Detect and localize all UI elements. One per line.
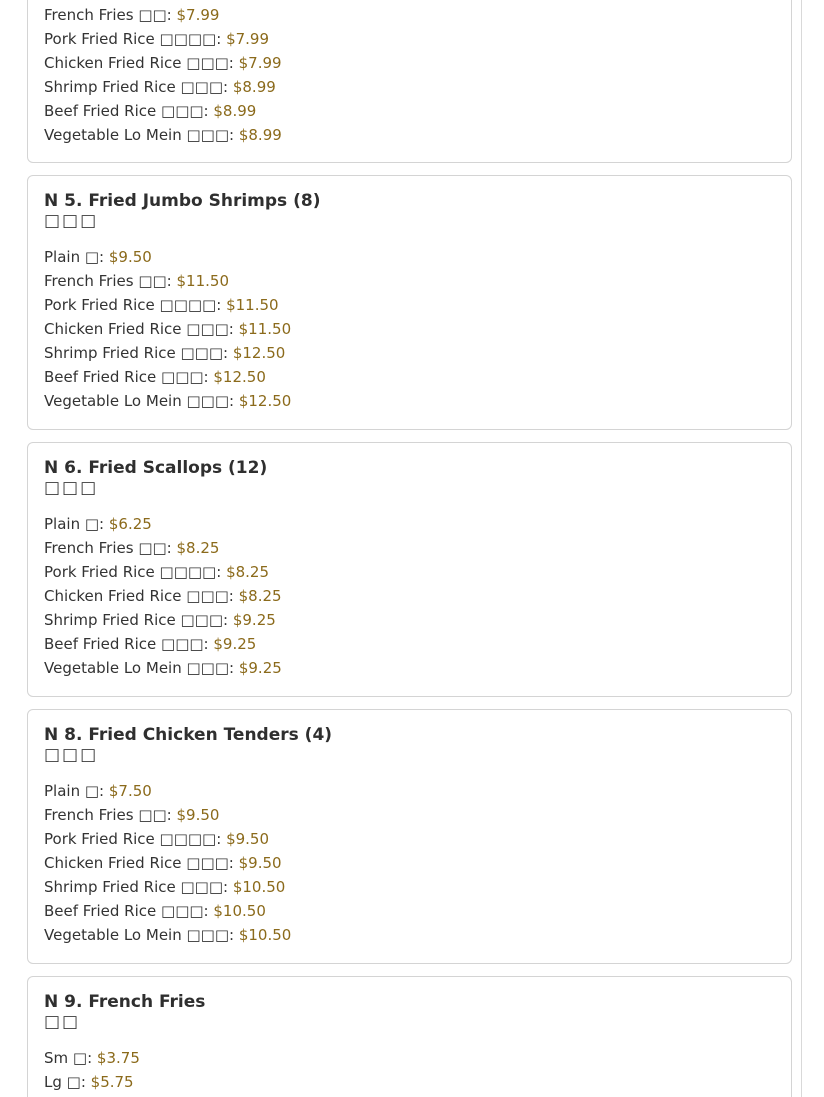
option-price: $8.25 bbox=[238, 587, 282, 605]
menu-option[interactable] bbox=[44, 635, 256, 653]
item-chinese-name: □□□ bbox=[44, 745, 99, 765]
option-label: Chicken Fried Rice □□□: bbox=[44, 320, 234, 338]
menu-option[interactable] bbox=[44, 878, 285, 896]
option-price: $5.75 bbox=[90, 1073, 134, 1091]
option-price: $12.50 bbox=[238, 392, 292, 410]
menu-option[interactable] bbox=[44, 806, 219, 824]
item-title: N 9. French Fries bbox=[44, 992, 206, 1012]
option-label: Chicken Fried Rice □□□: bbox=[44, 587, 234, 605]
option-label: French Fries □□: bbox=[44, 539, 172, 557]
option-label: Pork Fried Rice □□□□: bbox=[44, 563, 222, 581]
menu-option[interactable] bbox=[44, 344, 285, 362]
option-price: $8.99 bbox=[232, 78, 276, 96]
option-label: Pork Fried Rice □□□□: bbox=[44, 830, 222, 848]
option-label: Plain □: bbox=[44, 515, 105, 533]
item-chinese-name: □□ bbox=[44, 1012, 81, 1032]
option-label: French Fries □□: bbox=[44, 806, 172, 824]
option-label: Chicken Fried Rice □□□: bbox=[44, 854, 234, 872]
option-label: Vegetable Lo Mein □□□: bbox=[44, 392, 235, 410]
menu-option[interactable] bbox=[44, 1049, 140, 1067]
option-label: Plain □: bbox=[44, 248, 105, 266]
menu-card bbox=[27, 442, 792, 697]
menu-option[interactable] bbox=[44, 392, 291, 410]
menu-option[interactable] bbox=[44, 659, 282, 677]
option-price: $6.25 bbox=[108, 515, 152, 533]
option-label: Chicken Fried Rice □□□: bbox=[44, 54, 234, 72]
menu-option[interactable] bbox=[44, 1073, 134, 1091]
menu-option[interactable] bbox=[44, 926, 291, 944]
menu-option[interactable] bbox=[44, 296, 279, 314]
option-price: $7.99 bbox=[238, 54, 282, 72]
menu-option[interactable] bbox=[44, 368, 266, 386]
option-label: Shrimp Fried Rice □□□: bbox=[44, 344, 229, 362]
option-price: $7.50 bbox=[108, 782, 152, 800]
option-price: $9.25 bbox=[232, 611, 276, 629]
item-title: N 6. Fried Scallops (12) bbox=[44, 458, 268, 478]
menu-option[interactable] bbox=[44, 539, 219, 557]
item-title: N 8. Fried Chicken Tenders (4) bbox=[44, 725, 333, 745]
menu-option[interactable] bbox=[44, 102, 256, 120]
option-price: $11.50 bbox=[238, 320, 292, 338]
option-price: $10.50 bbox=[238, 926, 292, 944]
option-price: $12.50 bbox=[213, 368, 266, 386]
option-label: Vegetable Lo Mein □□□: bbox=[44, 659, 235, 677]
option-label: Shrimp Fried Rice □□□: bbox=[44, 78, 229, 96]
menu-option[interactable] bbox=[44, 320, 291, 338]
option-price: $8.25 bbox=[176, 539, 220, 557]
menu-option[interactable] bbox=[44, 515, 152, 533]
option-price: $12.50 bbox=[232, 344, 286, 362]
menu-option[interactable] bbox=[44, 854, 282, 872]
option-price: $3.75 bbox=[96, 1049, 140, 1067]
option-label: Beef Fried Rice □□□: bbox=[44, 635, 209, 653]
menu-option[interactable] bbox=[44, 30, 269, 48]
option-label: Pork Fried Rice □□□□: bbox=[44, 30, 222, 48]
option-label: French Fries □□: bbox=[44, 272, 172, 290]
option-price: $11.50 bbox=[176, 272, 229, 290]
option-price: $8.99 bbox=[213, 102, 257, 120]
option-price: $9.50 bbox=[108, 248, 152, 266]
option-price: $7.99 bbox=[176, 6, 220, 24]
option-label: Plain □: bbox=[44, 782, 105, 800]
option-label: Lg □: bbox=[44, 1073, 86, 1091]
option-price: $10.50 bbox=[232, 878, 286, 896]
option-label: Beef Fried Rice □□□: bbox=[44, 368, 209, 386]
item-chinese-name: □□□ bbox=[44, 478, 99, 498]
menu-card bbox=[27, 175, 792, 430]
menu-option[interactable] bbox=[44, 830, 269, 848]
option-label: Vegetable Lo Mein □□□: bbox=[44, 926, 235, 944]
menu-card bbox=[27, 709, 792, 964]
menu-option[interactable] bbox=[44, 54, 282, 72]
menu-option[interactable] bbox=[44, 782, 152, 800]
option-label: Sm □: bbox=[44, 1049, 93, 1067]
option-price: $9.25 bbox=[238, 659, 282, 677]
option-price: $8.25 bbox=[226, 563, 270, 581]
option-price: $10.50 bbox=[213, 902, 266, 920]
option-label: Pork Fried Rice □□□□: bbox=[44, 296, 222, 314]
menu-option[interactable] bbox=[44, 6, 219, 24]
item-chinese-name: □□□ bbox=[44, 211, 99, 231]
menu-option[interactable] bbox=[44, 902, 266, 920]
menu-option[interactable] bbox=[44, 611, 276, 629]
menu-option[interactable] bbox=[44, 272, 229, 290]
option-price: $8.99 bbox=[238, 126, 282, 144]
menu-card bbox=[27, 976, 792, 1097]
option-price: $9.25 bbox=[213, 635, 257, 653]
item-title: N 5. Fried Jumbo Shrimps (8) bbox=[44, 191, 321, 211]
menu-option[interactable] bbox=[44, 126, 282, 144]
menu-option[interactable] bbox=[44, 248, 152, 266]
option-label: Beef Fried Rice □□□: bbox=[44, 902, 209, 920]
option-price: $9.50 bbox=[176, 806, 220, 824]
menu-card bbox=[27, 0, 792, 163]
menu-option[interactable] bbox=[44, 563, 269, 581]
option-price: $7.99 bbox=[226, 30, 270, 48]
option-price: $9.50 bbox=[226, 830, 270, 848]
option-label: Shrimp Fried Rice □□□: bbox=[44, 878, 229, 896]
option-price: $11.50 bbox=[226, 296, 279, 314]
option-label: Shrimp Fried Rice □□□: bbox=[44, 611, 229, 629]
option-label: Beef Fried Rice □□□: bbox=[44, 102, 209, 120]
menu-option[interactable] bbox=[44, 587, 282, 605]
option-label: Vegetable Lo Mein □□□: bbox=[44, 126, 235, 144]
menu-option[interactable] bbox=[44, 78, 276, 96]
option-label: French Fries □□: bbox=[44, 6, 172, 24]
option-price: $9.50 bbox=[238, 854, 282, 872]
